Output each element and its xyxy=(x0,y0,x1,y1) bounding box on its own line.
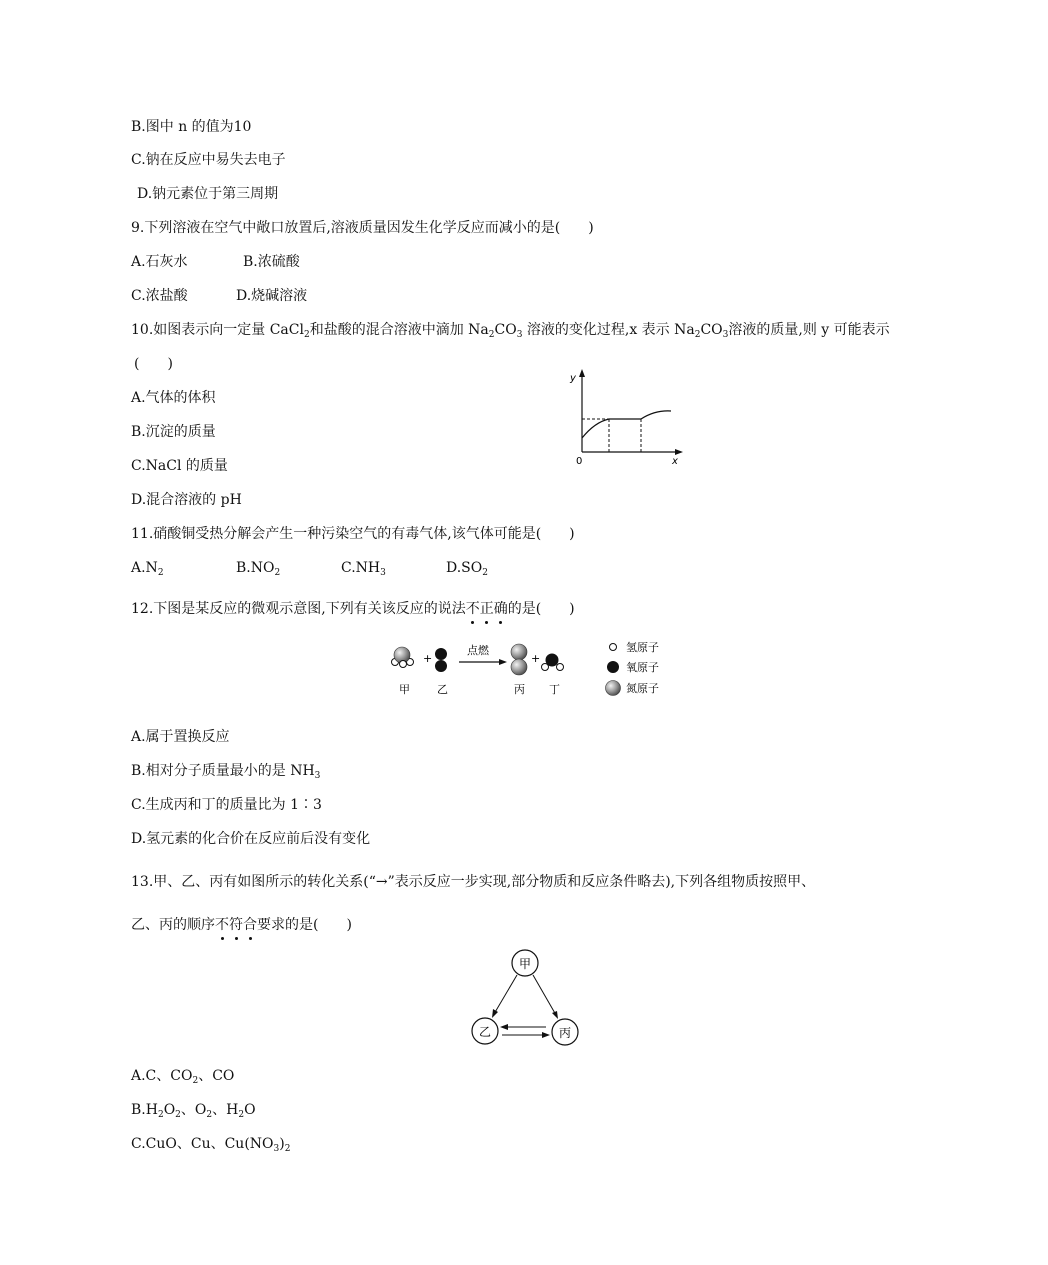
molecule-yi xyxy=(435,648,447,672)
emphasis-char: 不 xyxy=(215,917,229,933)
q11-option-b: $B.NO_2$ xyxy=(236,560,281,578)
y-axis-label: y xyxy=(570,373,576,384)
q9-stem: 9.下列溶液在空气中敞口放置后,溶液质量因发生化学反应而减小的是( ) xyxy=(131,220,594,236)
q12-reaction-diagram xyxy=(383,636,673,702)
emphasis-char: 确 xyxy=(493,601,508,617)
legend-hydrogen: 氢原子 xyxy=(626,641,659,654)
q8-option-b: B.图中 n 的值为10 xyxy=(131,119,252,135)
legend xyxy=(606,640,660,696)
q8-option-c: C.钠在反应中易失去电子 xyxy=(131,152,286,168)
q10-option-b: B.沉淀的质量 xyxy=(131,424,216,440)
x-axis-arrow xyxy=(675,449,683,455)
label-ding: 丁 xyxy=(549,683,560,696)
q11-option-d: $D.SO_2$ xyxy=(446,560,488,578)
q10-option-c: C.NaCl 的质量 xyxy=(131,458,228,474)
q12-stem: 12.下图是某反应的微观示意图,下列有关该反应的说法不正确的是( ) xyxy=(131,601,575,617)
curve xyxy=(582,411,671,438)
q10-graph xyxy=(565,366,690,466)
molecule-bing xyxy=(511,644,527,675)
legend-nitrogen: 氮原子 xyxy=(626,682,659,695)
q13-option-b: $B.H_2O_2$、$O_2$、$H_2O$ xyxy=(131,1102,256,1120)
q10-answer-paren: ( ) xyxy=(134,356,173,372)
q13-stem-line1: 13.甲、乙、丙有如图所示的转化关系(“→”表示反应一步实现,部分物质和反应条件略去),下列各组物质按照甲、 xyxy=(131,874,816,890)
x-axis-label: x xyxy=(672,456,678,466)
q11-option-c: $C.NH_3$ xyxy=(341,560,386,578)
emphasis-char: 合 xyxy=(243,917,257,933)
label-jia: 甲 xyxy=(399,683,410,696)
molecule-jia xyxy=(392,647,414,668)
q9-option-c: C.浓盐酸 xyxy=(131,288,188,304)
q9-option-d: D.烧碱溶液 xyxy=(236,288,308,304)
q12-option-d: D.氢元素的化合价在反应前后没有变化 xyxy=(131,831,371,847)
legend-oxygen: 氧原子 xyxy=(626,661,659,674)
label-yi: 乙 xyxy=(437,683,448,696)
node-label-jia: 甲 xyxy=(519,957,532,971)
q13-stem-line2: 乙、丙的顺序不符合要求的是( ) xyxy=(131,917,352,933)
q12-option-c: C.生成丙和丁的质量比为 1∶3 xyxy=(131,797,322,813)
q11-option-a: $A.N_2$ xyxy=(131,560,164,578)
q13-option-a: A.C、$CO_2$、CO xyxy=(131,1068,235,1086)
q12-option-a: A.属于置换反应 xyxy=(131,729,230,745)
node-label-yi: 乙 xyxy=(479,1025,492,1039)
q8-option-d: D.钠元素位于第三周期 xyxy=(137,186,279,202)
label-bing: 丙 xyxy=(514,683,525,696)
q13-option-c: C.CuO、Cu、$Cu(NO_3)_2$ xyxy=(131,1136,291,1154)
arrow-label: 点燃 xyxy=(467,644,489,657)
origin-label: 0 xyxy=(576,456,583,466)
plus-sign: + xyxy=(423,652,433,665)
q10-option-a: A.气体的体积 xyxy=(131,390,216,406)
q13-transformation-diagram xyxy=(466,946,586,1048)
plus-sign: + xyxy=(531,652,541,665)
q9-option-a: A.石灰水 xyxy=(131,254,188,270)
emphasis-char: 符 xyxy=(229,917,243,933)
q12-option-b: B.相对分子质量最小的是 $NH_3$ xyxy=(131,763,321,781)
q10-stem: 10.如图表示向一定量 CaCl$_2$和盐酸的混合溶液中滴加 $Na_2CO_3$ 溶液的变化过程,x 表示 $Na_2CO_3$溶液的质量,则 y 可能表示 xyxy=(131,322,890,340)
q10-option-d: D.混合溶液的 pH xyxy=(131,492,242,508)
node-label-bing: 丙 xyxy=(559,1026,572,1040)
molecule-ding xyxy=(542,654,564,671)
q11-stem: 11.硝酸铜受热分解会产生一种污染空气的有毒气体,该气体可能是( ) xyxy=(131,526,575,542)
y-axis-arrow xyxy=(579,369,585,377)
emphasis-char: 正 xyxy=(479,601,494,617)
q9-option-b: B.浓硫酸 xyxy=(243,254,300,270)
emphasis-char: 不 xyxy=(465,601,480,617)
